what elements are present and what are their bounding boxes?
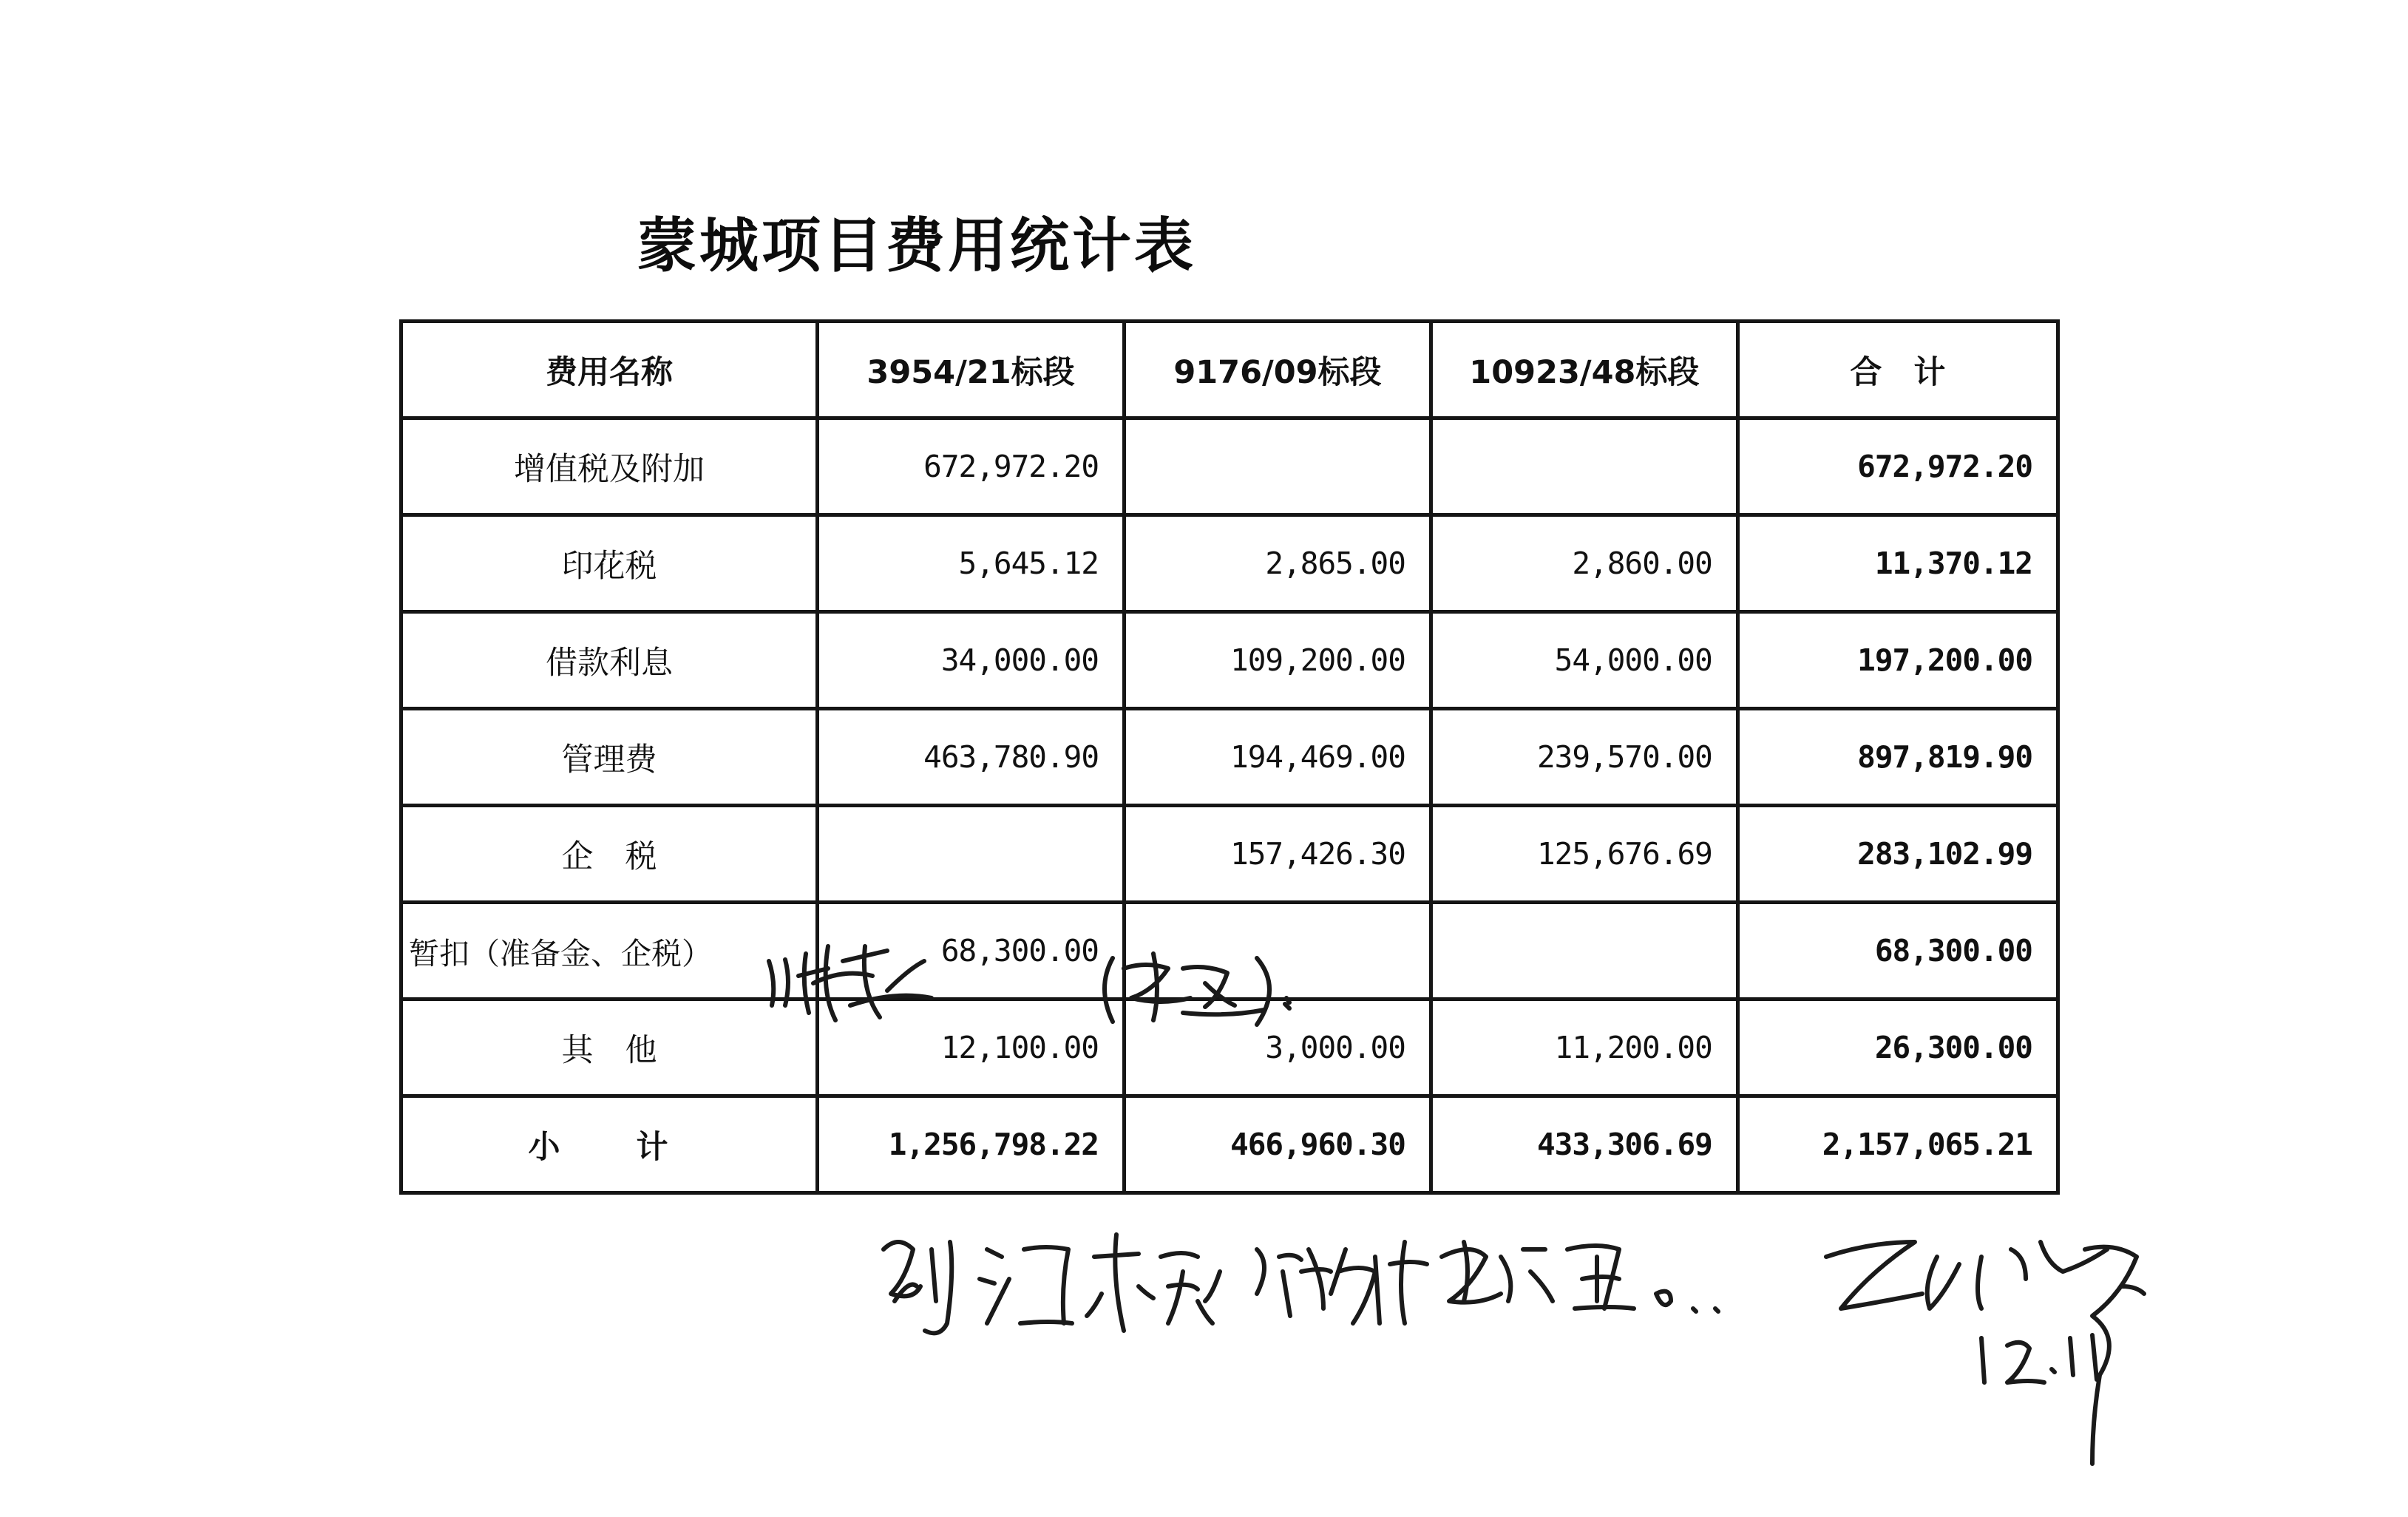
fee-statistics-table — [399, 319, 2060, 1195]
table-row — [401, 709, 2058, 806]
cell-section-3954 — [818, 806, 1125, 903]
header-section-10923: 10923/48标段 — [1431, 322, 1737, 418]
cell-section-3954: 34,000.00 — [818, 612, 1125, 709]
table-row — [401, 903, 2058, 1000]
cell-total: 672,972.20 — [1737, 418, 2058, 515]
cell-section-9176 — [1125, 903, 1431, 1000]
document-title: 蒙城项目费用统计表 — [637, 211, 1196, 280]
handwritten-date — [1981, 1335, 2097, 1382]
cell-section-9176: 2,865.00 — [1125, 515, 1431, 612]
cell-section-3954: 672,972.20 — [818, 418, 1125, 515]
cell-total: 68,300.00 — [1737, 903, 2058, 1000]
table-row — [401, 418, 2058, 515]
cell-section-9176 — [1125, 418, 1431, 515]
subtotal-row — [401, 1096, 2058, 1193]
subtotal-section-10923: 433,306.69 — [1431, 1096, 1737, 1193]
cell-section-3954: 12,100.00 — [818, 1000, 1125, 1096]
cell-section-3954: 463,780.90 — [818, 709, 1125, 806]
cell-section-10923 — [1431, 903, 1737, 1000]
header-section-3954: 3954/21标段 — [818, 322, 1125, 418]
subtotal-section-9176: 466,960.30 — [1125, 1096, 1431, 1193]
header-fee-name: 费用名称 — [401, 322, 818, 418]
header-section-9176: 9176/09标段 — [1125, 322, 1431, 418]
row-label: 暂扣（准备金、企税） — [401, 903, 818, 1000]
cell-section-9176: 3,000.00 — [1125, 1000, 1431, 1096]
subtotal-section-3954: 1,256,798.22 — [818, 1096, 1125, 1193]
row-label: 管理费 — [401, 709, 818, 806]
row-label: 增值税及附加 — [401, 418, 818, 515]
table-row — [401, 1000, 2058, 1096]
cell-section-10923: 125,676.69 — [1431, 806, 1737, 903]
cell-section-9176: 109,200.00 — [1125, 612, 1431, 709]
header-total: 合 计 — [1737, 322, 2058, 418]
row-label: 其 他 — [401, 1000, 818, 1096]
table-row — [401, 612, 2058, 709]
subtotal-total: 2,157,065.21 — [1737, 1096, 2058, 1193]
handwritten-signature — [1826, 1242, 2144, 1464]
cell-section-10923: 11,200.00 — [1431, 1000, 1737, 1096]
cell-section-3954: 68,300.00 — [818, 903, 1125, 1000]
cell-total: 283,102.99 — [1737, 806, 2058, 903]
row-label: 印花税 — [401, 515, 818, 612]
row-label: 企 税 — [401, 806, 818, 903]
table-row — [401, 806, 2058, 903]
cell-section-3954: 5,645.12 — [818, 515, 1125, 612]
table-row — [401, 515, 2058, 612]
row-label: 借款利息 — [401, 612, 818, 709]
cell-total: 11,370.12 — [1737, 515, 2058, 612]
cell-total: 197,200.00 — [1737, 612, 2058, 709]
cell-total: 26,300.00 — [1737, 1000, 2058, 1096]
cell-section-10923 — [1431, 418, 1737, 515]
table-header-row — [401, 322, 2058, 418]
cell-section-10923: 54,000.00 — [1431, 612, 1737, 709]
cell-section-10923: 239,570.00 — [1431, 709, 1737, 806]
cell-total: 897,819.90 — [1737, 709, 2058, 806]
cell-section-10923: 2,860.00 — [1431, 515, 1737, 612]
handwritten-bottom-note — [884, 1235, 1718, 1333]
cell-section-9176: 194,469.00 — [1125, 709, 1431, 806]
cell-section-9176: 157,426.30 — [1125, 806, 1431, 903]
subtotal-label: 小 计 — [401, 1096, 818, 1193]
